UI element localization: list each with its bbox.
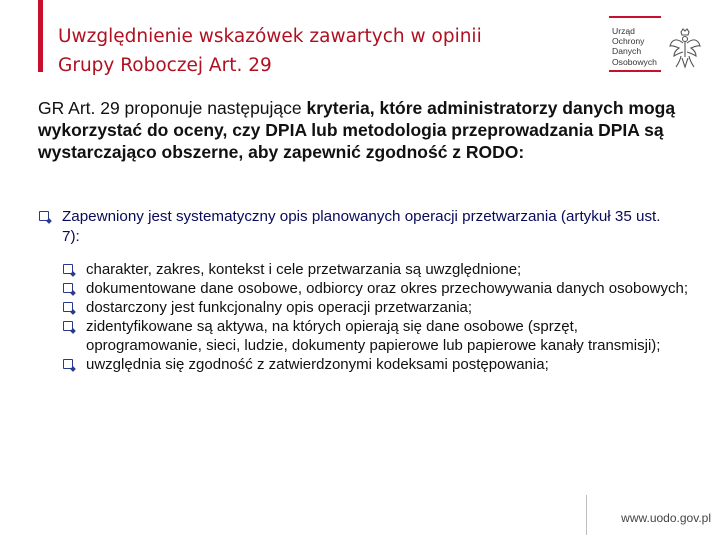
list-item [62,355,692,374]
page-title [58,22,538,80]
logo-bottom-rule [609,70,661,72]
uodo-logo [606,14,706,74]
footer-url: www.uodo.gov.pl [621,511,711,525]
page-title-line-2: Grupy Roboczej Art. 29 [58,55,272,76]
logo-top-rule [609,16,661,18]
intro-criteria-bold: kryteria, które administratorzy danych mogą wykorzystać do oceny, czy DPIA lub metodologia przeprowadzania DPIA są wystarczająco obszerne, aby zapewnić zgodność z RODO: [38,98,676,162]
intro-text: GR Art. 29 proponuje następujące [38,98,307,118]
title-accent-bar [38,0,43,72]
eagle-emblem-icon [668,26,702,70]
footer-divider [586,495,587,535]
sub-bullet-text: charakter, zakres, kontekst i cele przetwarzania są uwzględnione; [86,261,522,278]
logo-line-2: Ochrony [612,36,645,47]
list-item [62,317,692,355]
logo-text [612,26,657,67]
list-item [62,298,692,317]
intro-paragraph [38,97,678,163]
page-title-line-1: Uwzględnienie wskazówek zawartych w opinii [58,26,482,47]
list-item [62,260,692,279]
logo-line-4: Osobowych [612,56,657,67]
list-item [38,207,678,247]
main-bullet-text: Zapewniony jest systematyczny opis planowanych operacji przetwarzania (artykuł 35 ust. 7): [62,208,661,245]
checkbox-bullet-icon [63,359,73,369]
checkbox-bullet-icon [63,283,73,293]
sub-bullet-text: zidentyfikowane są aktywa, na których opierają się dane osobowe (sprzęt, oprogramowanie, sieci, ludzie, dokumenty papierowe lub papierowe kanały transmisji); [86,318,661,354]
checkbox-bullet-icon [63,302,73,312]
sub-bullet-text: uwzględnia się zgodność z zatwierdzonymi kodeksami postępowania; [86,356,549,373]
logo-line-3: Danych [612,46,642,57]
sub-bullet-text: dokumentowane dane osobowe, odbiorcy oraz okres przechowywania danych osobowych; [86,280,689,297]
checkbox-bullet-icon [63,321,73,331]
checkbox-bullet-icon [63,264,73,274]
list-item [62,279,692,298]
logo-line-1: Urząd [612,26,635,36]
sub-bullet-list [62,260,692,374]
sub-bullet-text: dostarczony jest funkcjonalny opis operacji przetwarzania; [86,299,473,316]
checkbox-bullet-icon [39,211,49,221]
main-bullet [38,207,678,247]
